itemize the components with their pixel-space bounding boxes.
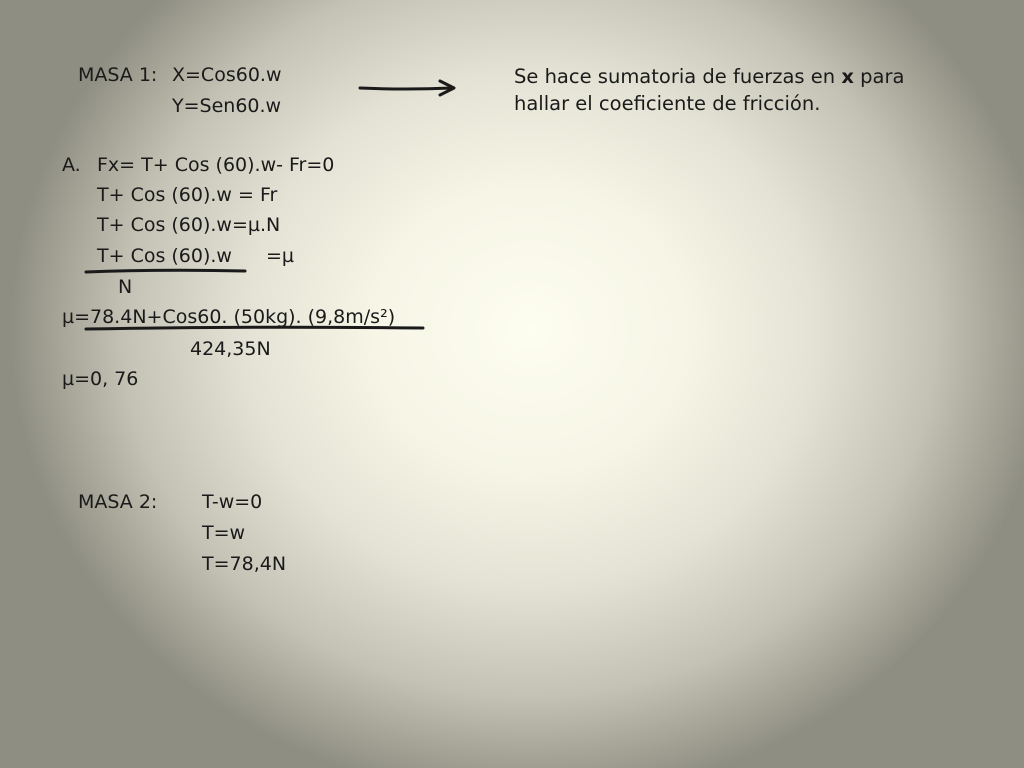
part-a-label: A. [62,154,81,176]
part-a-line-2: T+ Cos (60).w = Fr [97,184,278,206]
masa2-line-2: T=w [202,522,246,544]
mu-expression: µ=78.4N+Cos60. (50kg). (9,8m/s²) [62,306,396,328]
part-a-line-1: Fx= T+ Cos (60).w- Fr=0 [97,154,335,176]
note-line-2: hallar el coeficiente de fricción. [514,92,821,115]
mu-denominator: 424,35N [190,338,271,360]
masa2-line-3: T=78,4N [202,553,287,575]
masa1-label: MASA 1: [78,64,158,86]
arrow-icon [360,81,454,95]
masa2-line-1: T-w=0 [202,491,263,513]
note-bold-x: x [841,65,854,88]
masa1-x-equation: X=Cos60.w [172,64,282,86]
masa2-label: MASA 2: [78,491,158,513]
fraction-denominator: N [118,276,133,298]
note-line-1 [514,63,904,90]
masa1-y-equation: Y=Sen60.w [172,95,282,117]
note-line-1-end: para [853,65,905,88]
part-a-line-3: T+ Cos (60).w=µ.N [97,214,281,236]
note-text [514,63,904,117]
note-line-1-start: Se hace sumatoria de fuerzas en [514,65,842,88]
fraction-numerator: T+ Cos (60).w [97,245,232,267]
mu-result: µ=0, 76 [62,368,139,390]
fraction-equals-mu: =µ [266,245,295,267]
fraction-bar-1 [86,270,245,272]
